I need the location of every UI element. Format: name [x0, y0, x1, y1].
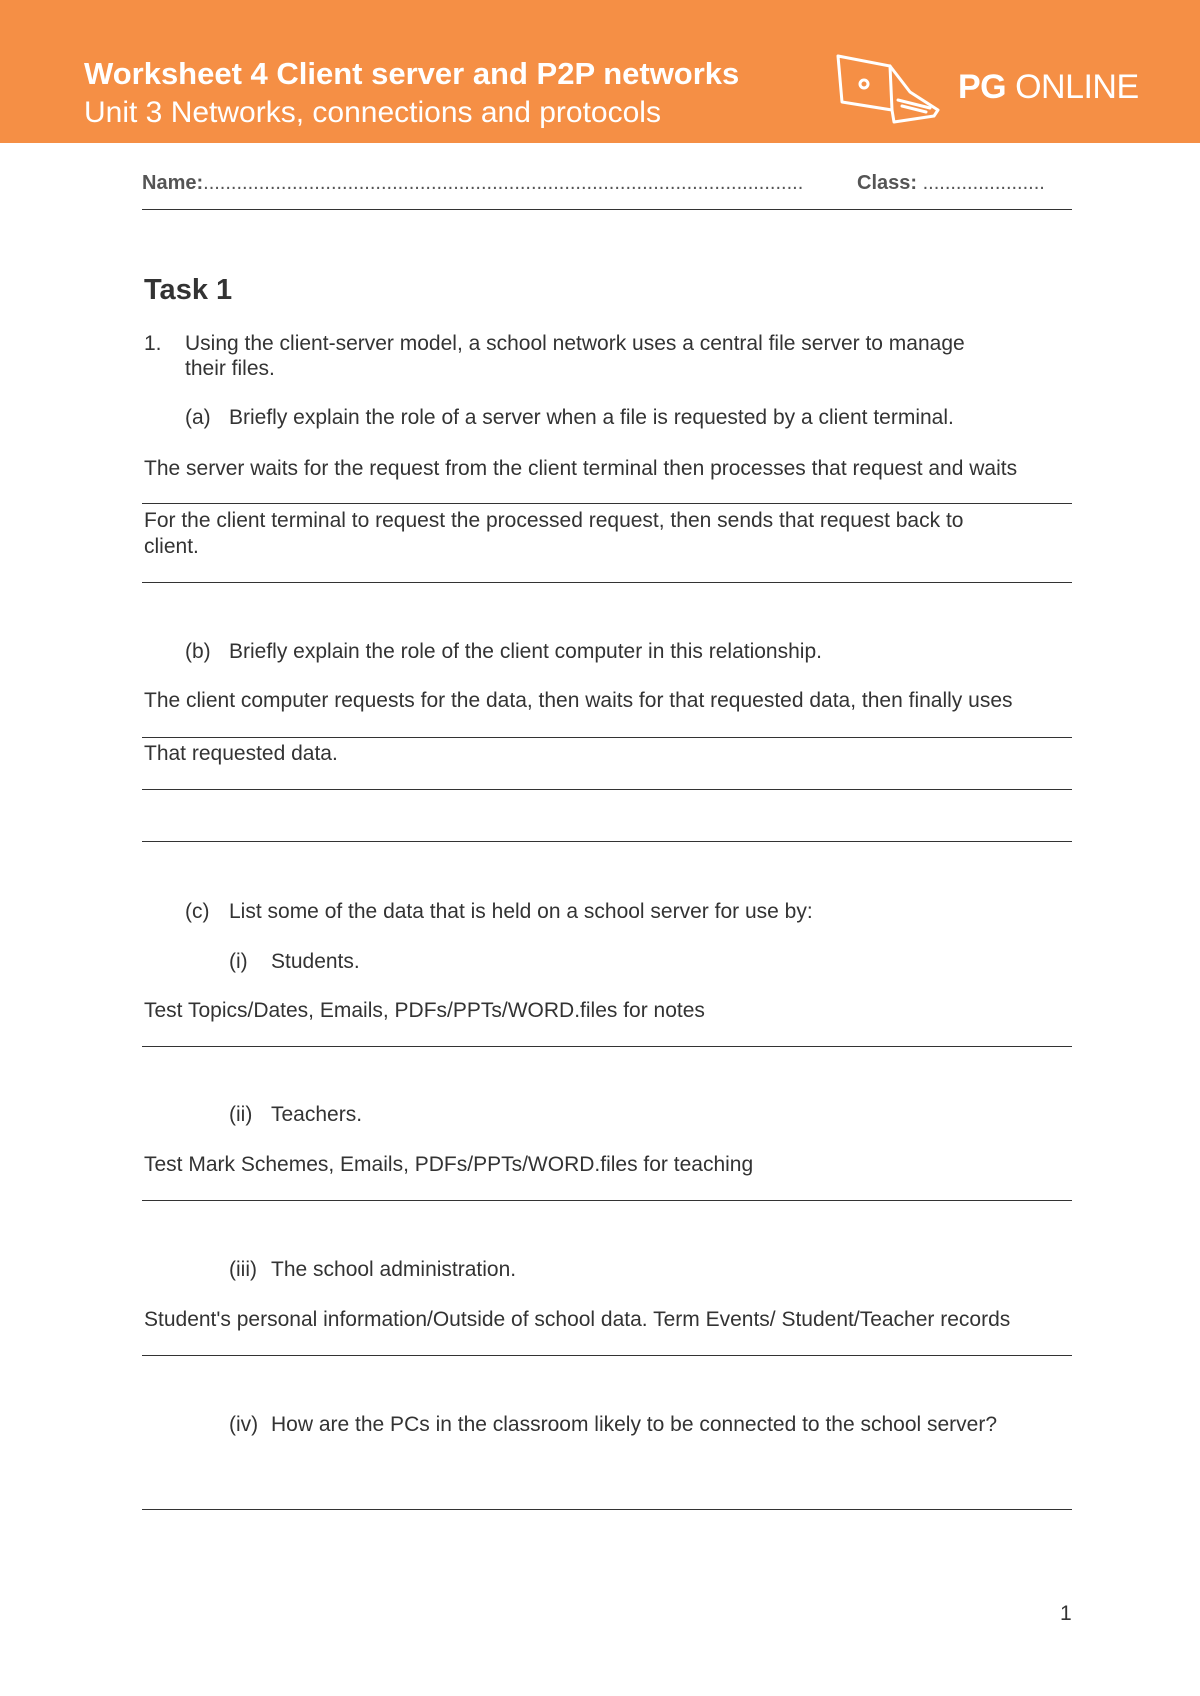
answer-i: Test Topics/Dates, Emails, PDFs/PPTs/WORD.files for notes [144, 999, 705, 1022]
unit-subtitle: Unit 3 Networks, connections and protocols [84, 96, 661, 129]
logo-pg-text: PG [958, 68, 1007, 106]
answer-rule [142, 503, 1072, 504]
question-c-text: List some of the data that is held on a school server for use by: [229, 900, 813, 923]
question-1-text-cont: their files. [185, 357, 275, 380]
question-i-text: Students. [271, 950, 360, 973]
question-1-text: Using the client-server model, a school network uses a central file server to manage [185, 332, 965, 355]
name-field[interactable]: ............................................................................................................ [203, 172, 804, 194]
answer-rule [142, 582, 1072, 583]
answer-rule [142, 737, 1072, 738]
answer-rule [142, 1355, 1072, 1356]
pg-online-logo [958, 68, 1139, 107]
answer-rule [142, 1509, 1072, 1510]
name-label: Name: [142, 172, 204, 194]
question-1-number: 1. [144, 332, 162, 355]
class-section [857, 172, 1045, 195]
answer-rule [142, 789, 1072, 790]
worksheet-title: Worksheet 4 Client server and P2P networks [84, 56, 740, 91]
question-iii-text: The school administration. [271, 1258, 517, 1281]
answer-rule [142, 1046, 1072, 1047]
logo-online-text: ONLINE [1015, 68, 1139, 106]
question-iii-label: (iii) [229, 1258, 257, 1281]
answer-a-line-1: The server waits for the request from the client terminal then processes that request and waits [144, 457, 1018, 480]
page-number: 1 [1060, 1602, 1072, 1625]
task-heading: Task 1 [144, 274, 233, 306]
question-iv-label: (iv) [229, 1413, 259, 1436]
answer-a-line-3: client. [144, 535, 199, 558]
question-iv-text: How are the PCs in the classroom likely to be connected to the school server? [271, 1413, 998, 1436]
header-banner [0, 0, 1200, 143]
question-a-label: (a) [185, 406, 211, 429]
question-a-text: Briefly explain the role of a server when a file is requested by a client terminal. [229, 406, 954, 429]
answer-b-line-1: The client computer requests for the data, then waits for that requested data, then finally uses [144, 689, 1013, 712]
name-class-bar [142, 172, 1072, 195]
question-b-label: (b) [185, 640, 211, 663]
question-ii-label: (ii) [229, 1103, 253, 1126]
question-c-label: (c) [185, 900, 210, 923]
question-b-text: Briefly explain the role of the client computer in this relationship. [229, 640, 822, 663]
answer-a-line-2: For the client terminal to request the processed request, then sends that request back to [144, 509, 964, 532]
class-label: Class: [857, 172, 918, 194]
class-field[interactable]: ...................... [922, 172, 1045, 194]
question-i-label: (i) [229, 950, 248, 973]
name-rule [142, 209, 1072, 210]
question-ii-text: Teachers. [271, 1103, 363, 1126]
answer-rule [142, 841, 1072, 842]
laptop-logo-icon [832, 52, 944, 128]
answer-iii: Student's personal information/Outside of school data. Term Events/ Student/Teacher records [144, 1308, 1011, 1331]
answer-b-line-2: That requested data. [144, 742, 338, 765]
answer-ii: Test Mark Schemes, Emails, PDFs/PPTs/WORD.files for teaching [144, 1153, 754, 1176]
answer-rule [142, 1200, 1072, 1201]
